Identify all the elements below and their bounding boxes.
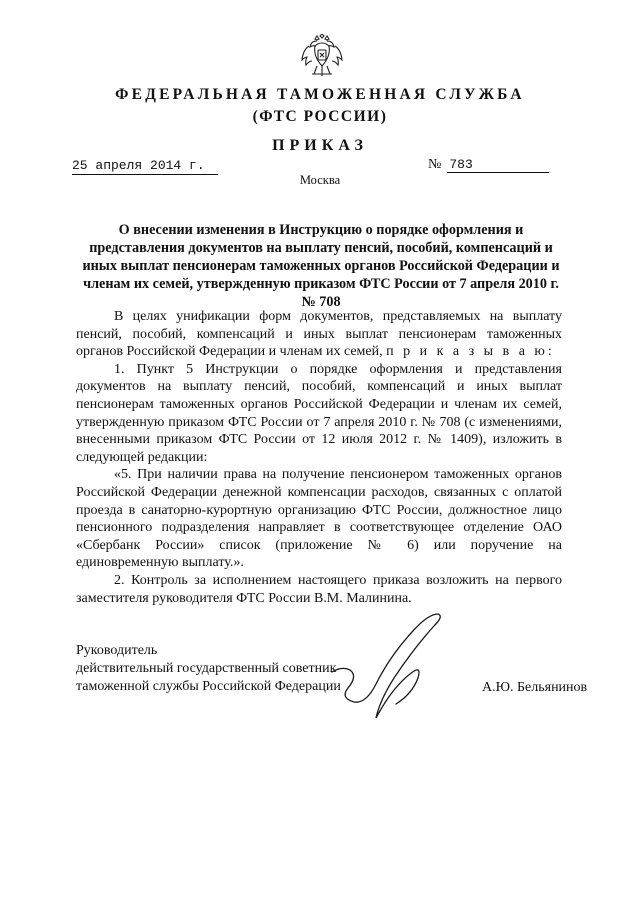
order-subject: О внесении изменения в Инструкцию о порядке оформления и представления документов на выплату пенсий, пособий, компенсаций и иных выплат пенсионерам таможенных органов Российской Федерации и членам их семей, утвержденную приказом ФТС России от 7 апреля 2010 г. № 708 — [82, 222, 560, 310]
item-1-paragraph: 1. Пункт 5 Инструкции о порядке оформления и представления документов на выплату пенсий, пособий, компенсаций и иных выплат пенсионерам таможенных органов Российской Федерации и членам их семей, утвержденную приказом ФТС России от 7 апреля 2010 г. № 708 (с изменениями, внесенными приказом ФТС России от 12 июля 2012 г. № 1409), изложить в следующей редакции: — [76, 361, 562, 465]
document-type: ПРИКАЗ — [272, 137, 368, 154]
quoted-new-text: «5. При наличии права на получение пенсионером таможенных органов Российской Федерации денежной компенсации расходов, связанных с оплатой проезда в санаторно-курортную организацию ФТС России, должностное лицо пенсионного подразделения направляет в соответствующее отделение ОАО «Сбербанк России» список (приложение № 6) или поручение на единовременную выплату.». — [76, 467, 562, 571]
city: Москва — [299, 173, 341, 187]
signer-title-line2: действительный государственный советник — [76, 660, 337, 676]
item-2-paragraph: 2. Контроль за исполнением настоящего приказа возложить на первого заместителя руководителя ФТС России В.М. Малинина. — [76, 572, 562, 606]
signer-name: А.Ю. Бельянинов — [482, 680, 588, 695]
number-sign: № — [428, 157, 442, 172]
signer-title-line1: Руководитель — [76, 643, 158, 658]
signer-title-line3: таможенной службы Российской Федерации — [76, 678, 341, 694]
order-body — [76, 308, 562, 607]
signer-title — [76, 642, 341, 695]
intro-text: В целях унификации форм документов, представляемых на выплату пенсий, пособий, компенсаций и иных выплат пенсионерам таможенных органов Российской Федерации и членам их семей, — [76, 309, 562, 360]
order-number-block — [428, 157, 558, 173]
handwritten-signature — [330, 610, 480, 720]
order-date: 25 апреля 2014 г. — [72, 158, 218, 175]
intro-paragraph — [76, 308, 562, 361]
agency-abbreviation: (ФТС РОССИИ) — [252, 108, 388, 125]
command-word: п р и к а з ы в а ю: — [386, 344, 555, 360]
order-number: 783 — [447, 157, 549, 173]
agency-name: ФЕДЕРАЛЬНАЯ ТАМОЖЕННАЯ СЛУЖБА — [115, 86, 525, 103]
double-headed-eagle-emblem — [301, 34, 343, 80]
